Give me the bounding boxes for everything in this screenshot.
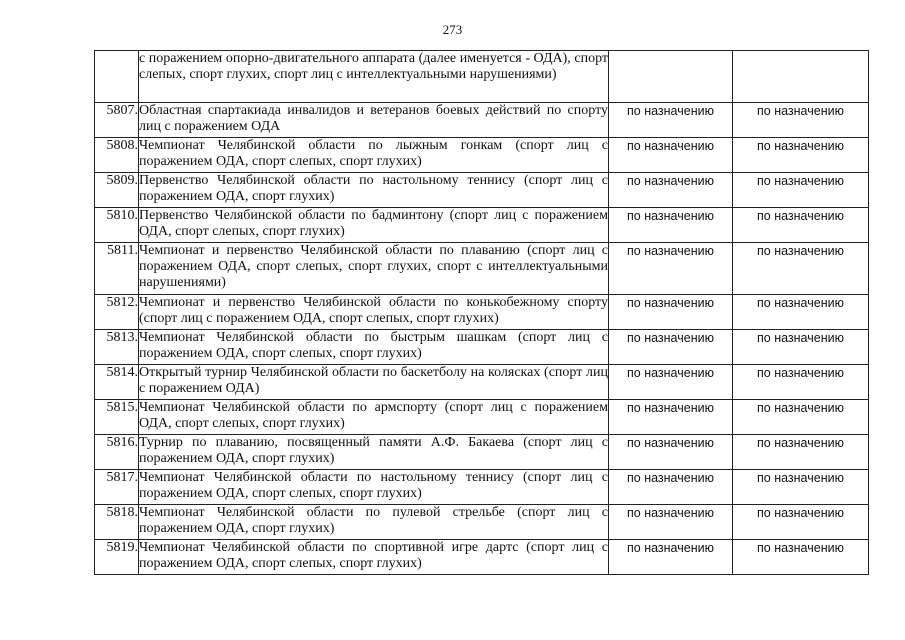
value-col-a: по назначению [609,400,733,435]
table-row [95,103,869,138]
row-number: 5814. [95,365,139,400]
event-name: Чемпионат и первенство Челябинской области по конькобежному спорту (спорт лиц с поражением ОДА, спорт слепых, спорт глухих) [139,295,609,330]
row-number [95,51,139,103]
table-row [95,505,869,540]
value-col-a: по назначению [609,173,733,208]
row-number: 5807. [95,103,139,138]
value-col-a: по назначению [609,208,733,243]
value-col-b: по назначению [733,365,869,400]
value-col-a: по назначению [609,540,733,575]
table-row [95,243,869,295]
value-col-a: по назначению [609,243,733,295]
event-name: Турнир по плаванию, посвященный памяти А.Ф. Бакаева (спорт лиц с поражением ОДА, спорт глухих) [139,435,609,470]
row-number: 5816. [95,435,139,470]
table-row [95,470,869,505]
value-col-b [733,51,869,103]
event-name: Чемпионат Челябинской области по настольному теннису (спорт лиц с поражением ОДА, спорт слепых, спорт глухих) [139,470,609,505]
table-row [95,435,869,470]
row-number: 5810. [95,208,139,243]
event-name: Чемпионат и первенство Челябинской области по плаванию (спорт лиц с поражением ОДА, спорт слепых, спорт глухих, спорт с интеллектуальными нарушениями) [139,243,609,295]
value-col-a: по назначению [609,435,733,470]
table-row [95,330,869,365]
table-row [95,51,869,103]
value-col-b: по назначению [733,103,869,138]
value-col-b: по назначению [733,540,869,575]
event-name: Первенство Челябинской области по настольному теннису (спорт лиц с поражением ОДА, спорт глухих) [139,173,609,208]
row-number: 5818. [95,505,139,540]
row-number: 5811. [95,243,139,295]
value-col-a: по назначению [609,103,733,138]
value-col-b: по назначению [733,470,869,505]
event-name: Открытый турнир Челябинской области по баскетболу на колясках (спорт лиц с поражением ОДА) [139,365,609,400]
table-row [95,295,869,330]
event-name: Первенство Челябинской области по бадминтону (спорт лиц с поражением ОДА, спорт слепых, спорт глухих) [139,208,609,243]
page-number: 273 [442,22,463,37]
value-col-b: по назначению [733,400,869,435]
row-number: 5812. [95,295,139,330]
event-name: с поражением опорно-двигательного аппарата (далее именуется - ОДА), спорт слепых, спорт глухих, спорт лиц с интеллектуальными нарушениями) [139,51,609,103]
value-col-b: по назначению [733,435,869,470]
event-name: Чемпионат Челябинской области по быстрым шашкам (спорт лиц с поражением ОДА, спорт слепых, спорт глухих) [139,330,609,365]
value-col-b: по назначению [733,330,869,365]
row-number: 5813. [95,330,139,365]
value-col-b: по назначению [733,138,869,173]
row-number: 5809. [95,173,139,208]
row-number: 5808. [95,138,139,173]
value-col-a: по назначению [609,505,733,540]
event-name: Чемпионат Челябинской области по спортивной игре дартс (спорт лиц с поражением ОДА, спорт слепых, спорт глухих) [139,540,609,575]
row-number: 5819. [95,540,139,575]
events-table [94,50,869,575]
value-col-b: по назначению [733,173,869,208]
event-name: Чемпионат Челябинской области по лыжным гонкам (спорт лиц с поражением ОДА, спорт слепых, спорт глухих) [139,138,609,173]
table-row [95,400,869,435]
value-col-a: по назначению [609,330,733,365]
value-col-a: по назначению [609,470,733,505]
event-name: Чемпионат Челябинской области по пулевой стрельбе (спорт лиц с поражением ОДА, спорт глухих) [139,505,609,540]
event-name: Областная спартакиада инвалидов и ветеранов боевых действий по спорту лиц с поражением ОДА [139,103,609,138]
value-col-b: по назначению [733,208,869,243]
value-col-b: по назначению [733,295,869,330]
value-col-a: по назначению [609,295,733,330]
row-number: 5817. [95,470,139,505]
row-number: 5815. [95,400,139,435]
table-row [95,138,869,173]
table-row [95,540,869,575]
value-col-b: по назначению [733,243,869,295]
table-row [95,365,869,400]
table-row [95,208,869,243]
value-col-b: по назначению [733,505,869,540]
value-col-a [609,51,733,103]
value-col-a: по назначению [609,138,733,173]
event-name: Чемпионат Челябинской области по армспорту (спорт лиц с поражением ОДА, спорт слепых, спорт глухих) [139,400,609,435]
value-col-a: по назначению [609,365,733,400]
table-row [95,173,869,208]
